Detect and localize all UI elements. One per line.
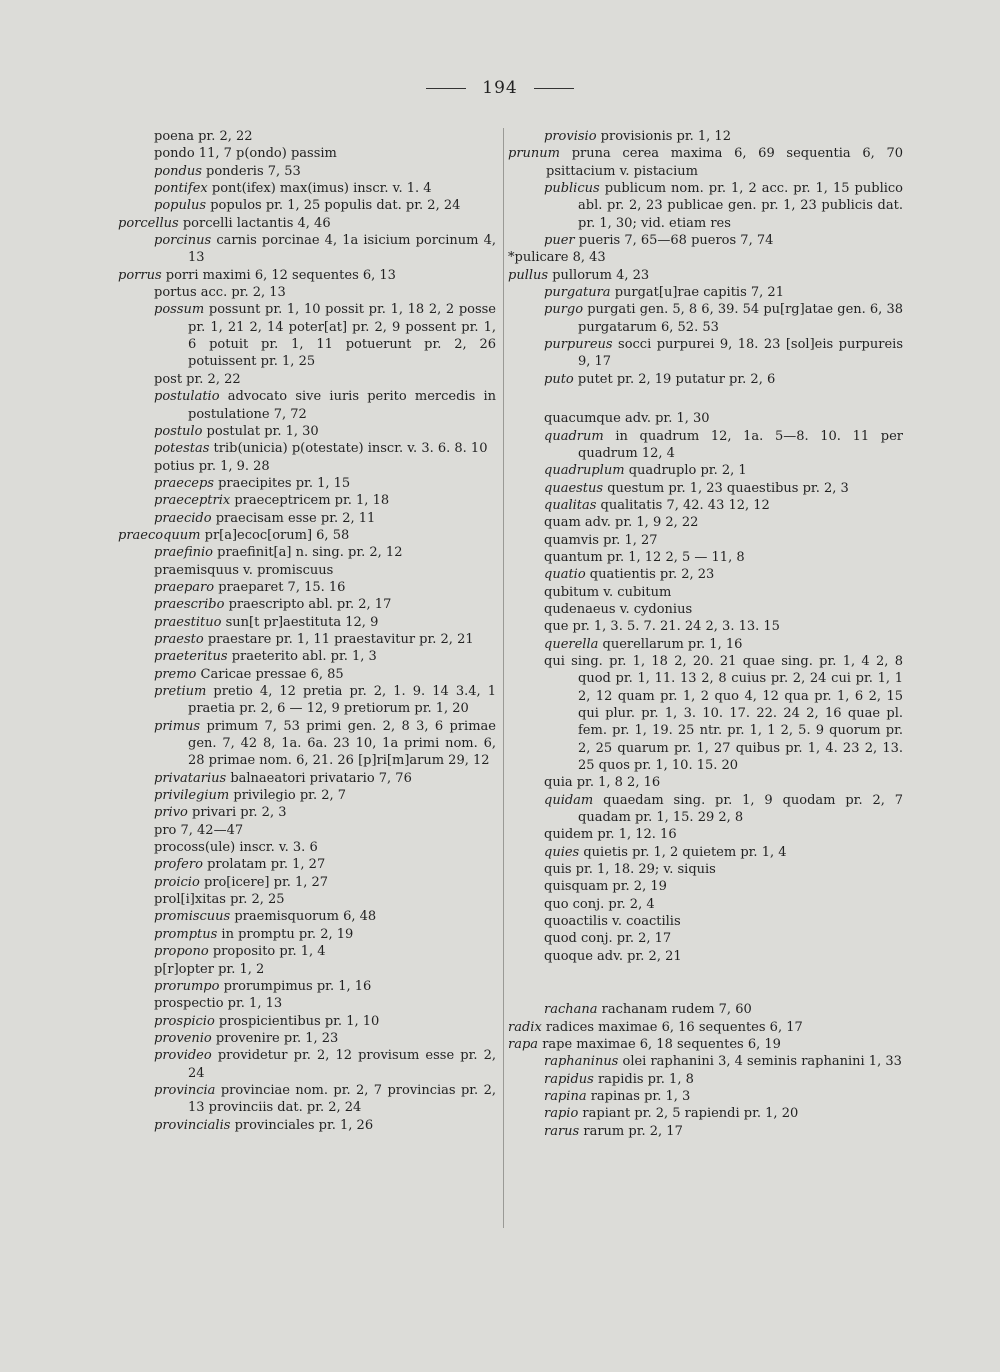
index-entry: [118, 163, 496, 180]
index-entry: [508, 462, 903, 479]
index-entry: [118, 267, 496, 284]
entry-text: privilegio pr. 2, 7: [233, 788, 347, 804]
index-entry: [508, 1088, 903, 1105]
index-entry: [508, 792, 903, 827]
entry-text: socci purpurei 9, 18. 23 [sol]eis purpureis 9, 17: [578, 337, 903, 370]
entry-lemma: potestas: [154, 441, 210, 457]
index-entry: [118, 579, 496, 596]
entry-text: quamvis pr. 1, 27: [544, 532, 658, 548]
index-entry: [118, 544, 496, 561]
index-entry: [508, 249, 903, 266]
index-entry: [118, 440, 496, 457]
index-entry: [118, 995, 496, 1012]
entry-text: praeterito abl. pr. 1, 3: [231, 649, 377, 665]
entry-text: sun[t pr]aestituta 12, 9: [225, 614, 379, 630]
index-entry: [118, 891, 496, 908]
index-entry: [508, 180, 903, 232]
entry-text: quoactilis v. coactilis: [544, 914, 681, 930]
index-entry: [508, 636, 903, 653]
entry-lemma: rapidus: [544, 1071, 594, 1087]
entry-text: praecisam esse pr. 2, 11: [215, 510, 376, 526]
index-column-left: [118, 128, 496, 1134]
entry-lemma: pondus: [154, 163, 202, 179]
entry-lemma: primus: [154, 718, 201, 734]
index-entry: [508, 618, 903, 635]
entry-text: post pr. 2, 22: [154, 371, 241, 387]
index-entry: [118, 284, 496, 301]
entry-lemma: praecoquum: [118, 527, 201, 543]
index-entry: [118, 301, 496, 370]
index-entry: [118, 943, 496, 960]
index-entry: [118, 145, 496, 162]
entry-lemma: rarus: [544, 1123, 580, 1139]
index-entry: [118, 839, 496, 856]
column-divider: [503, 128, 504, 1228]
index-entry: [118, 510, 496, 527]
index-entry: [118, 1117, 496, 1134]
index-entry: [118, 1030, 496, 1047]
index-entry: [508, 410, 903, 427]
entry-lemma: praefinio: [154, 545, 214, 561]
index-entry: [118, 666, 496, 683]
index-entry: [508, 584, 903, 601]
entry-lemma: purgo: [544, 302, 584, 318]
entry-lemma: purpureus: [544, 337, 613, 353]
entry-text: quoque adv. pr. 2, 21: [544, 948, 682, 964]
entry-lemma: proicio: [154, 874, 200, 890]
index-entry: [508, 428, 903, 463]
entry-text: trib(unicia) p(otestate) inscr. v. 3. 6. 8. 10: [213, 441, 488, 457]
entry-text: porri maximi 6, 12 sequentes 6, 13: [165, 267, 396, 283]
entry-lemma: promptus: [154, 926, 218, 942]
entry-text: praeceptricem pr. 1, 18: [234, 493, 390, 509]
index-entry: [508, 878, 903, 895]
entry-text: qualitatis 7, 42. 43 12, 12: [600, 497, 770, 513]
entry-lemma: praescribo: [154, 597, 225, 613]
entry-lemma: provenio: [154, 1030, 212, 1046]
entry-text: prorumpimus pr. 1, 16: [223, 978, 372, 994]
entry-text: privari pr. 2, 3: [192, 805, 287, 821]
entry-text: prol[i]xitas pr. 2, 25: [154, 892, 285, 908]
entry-lemma: quaestus: [544, 480, 604, 496]
index-entry: [118, 232, 496, 267]
entry-text: quisquam pr. 2, 19: [544, 879, 667, 895]
index-entry: [118, 926, 496, 943]
entry-text: pretio 4, 12 pretia pr. 2, 1. 9. 14 3.4, 1 praetia pr. 2, 6 — 12, 9 pretiorum pr. 1, 20: [188, 684, 497, 717]
entry-lemma: provideo: [154, 1048, 212, 1064]
index-entry: [508, 861, 903, 878]
entry-text: provinciae nom. pr. 2, 7 provincias pr. 2, 13 provinciis dat. pr. 2, 24: [188, 1082, 496, 1116]
entry-lemma: porcinus: [154, 233, 212, 249]
index-entry: [508, 549, 903, 566]
entry-text: postulat pr. 1, 30: [206, 423, 319, 439]
index-entry: [118, 874, 496, 891]
entry-lemma: privo: [154, 805, 188, 821]
entry-text: rapinas pr. 1, 3: [590, 1088, 691, 1104]
entry-lemma: puto: [544, 371, 574, 387]
header-rule-left: [426, 88, 466, 89]
entry-lemma: postulatio: [154, 389, 220, 405]
index-entry: [508, 267, 903, 284]
entry-lemma: qualitas: [544, 497, 597, 513]
entry-lemma: praeparo: [154, 579, 215, 595]
entry-lemma: quatio: [544, 567, 586, 583]
entry-lemma: prospicio: [154, 1013, 215, 1029]
index-entry: [508, 930, 903, 947]
index-entry: [508, 1001, 903, 1018]
entry-lemma: quadruplum: [544, 463, 625, 479]
entry-text: provinciales pr. 1, 26: [234, 1117, 374, 1133]
index-entry: [508, 653, 903, 774]
entry-text: quia pr. 1, 8 2, 16: [544, 775, 661, 791]
index-entry: [118, 180, 496, 197]
entry-text: procoss(ule) inscr. v. 3. 6: [154, 840, 318, 856]
entry-text: quacumque adv. pr. 1, 30: [544, 411, 710, 427]
entry-text: querellarum pr. 1, 16: [602, 636, 743, 652]
entry-text: prospicientibus pr. 1, 10: [218, 1013, 380, 1029]
index-entry: [508, 1019, 903, 1036]
entry-lemma: praeteritus: [154, 649, 228, 665]
entry-lemma: publicus: [544, 181, 600, 197]
index-entry: [508, 948, 903, 965]
header-rule-right: [534, 88, 574, 89]
page-number: 194: [482, 78, 518, 98]
entry-lemma: pontifex: [154, 181, 208, 197]
entry-text: rapidis pr. 1, 8: [597, 1071, 694, 1087]
entry-text: questum pr. 1, 23 quaestibus pr. 2, 3: [607, 480, 849, 496]
entry-text: prolatam pr. 1, 27: [207, 857, 326, 873]
index-entry: [508, 913, 903, 930]
entry-text: advocato sive iuris perito mercedis in postulatione 7, 72: [188, 389, 496, 422]
entry-lemma: praecido: [154, 510, 212, 526]
entry-lemma: rapa: [508, 1036, 539, 1052]
entry-lemma: radix: [508, 1019, 542, 1035]
section-gap: [508, 388, 903, 410]
index-entry: [508, 1105, 903, 1122]
index-entry: [508, 514, 903, 531]
index-entry: [508, 1036, 903, 1053]
entry-text: praemisquorum 6, 48: [234, 909, 377, 925]
entry-text: pruna cerea maxima 6, 69 sequentia 6, 70 psittacium v. pistacium: [546, 146, 903, 179]
entry-text: quam adv. pr. 1, 9 2, 22: [544, 515, 699, 531]
entry-lemma: premo: [154, 666, 197, 682]
entry-text: rachanam rudem 7, 60: [601, 1002, 752, 1018]
index-entry: [508, 480, 903, 497]
entry-text: purgati gen. 5, 8 6, 39. 54 pu[rg]atae gen. 6, 38 purgatarum 6, 52. 53: [578, 302, 903, 335]
index-entry: [508, 826, 903, 843]
entry-text: quaedam sing. pr. 1, 9 quodam pr. 2, 7 quadam pr. 1, 15. 29 2, 8: [578, 792, 903, 826]
entry-lemma: possum: [154, 302, 205, 318]
entry-lemma: porrus: [118, 267, 162, 283]
index-entry: [118, 458, 496, 475]
entry-text: p[r]opter pr. 1, 2: [154, 961, 265, 977]
index-entry: [508, 336, 903, 371]
entry-text: putet pr. 2, 19 putatur pr. 2, 6: [577, 371, 776, 387]
entry-text: quidem pr. 1, 12. 16: [544, 827, 677, 843]
entry-text: olei raphanini 3, 4 seminis raphanini 1, 33: [622, 1054, 902, 1070]
entry-lemma: quadrum: [544, 428, 604, 444]
entry-lemma: praestituo: [154, 614, 222, 630]
index-entry: [508, 601, 903, 618]
index-entry: [118, 683, 496, 718]
index-entry: [118, 423, 496, 440]
entry-text: pont(ifex) max(imus) inscr. v. 1. 4: [211, 181, 432, 197]
index-entry: [118, 596, 496, 613]
entry-text: que pr. 1, 3. 5. 7. 21. 24 2, 3. 13. 15: [544, 619, 780, 635]
entry-lemma: provincia: [154, 1082, 216, 1098]
index-entry: [118, 804, 496, 821]
entry-lemma: provisio: [544, 129, 597, 144]
index-entry: [118, 978, 496, 995]
index-entry: [508, 371, 903, 388]
entry-lemma: rapio: [544, 1106, 579, 1122]
entry-lemma: querella: [544, 636, 599, 652]
index-entry: [508, 566, 903, 583]
entry-text: pueris 7, 65—68 pueros 7, 74: [578, 233, 774, 249]
index-entry: [118, 908, 496, 925]
index-entry: [508, 774, 903, 791]
index-entry: [508, 128, 903, 145]
entry-text: *pulicare 8, 43: [508, 250, 606, 266]
entry-text: poena pr. 2, 22: [154, 129, 253, 144]
index-entry: [118, 856, 496, 873]
entry-lemma: privatarius: [154, 770, 227, 786]
entry-lemma: profero: [154, 857, 203, 873]
index-entry: [118, 631, 496, 648]
entry-text: portus acc. pr. 2, 13: [154, 285, 286, 301]
page-header: [0, 78, 1000, 98]
entry-lemma: raphaninus: [544, 1054, 619, 1070]
entry-lemma: purgatura: [544, 285, 611, 301]
entry-text: porcelli lactantis 4, 46: [182, 215, 331, 231]
index-entry: [118, 961, 496, 978]
entry-lemma: quies: [544, 844, 580, 860]
entry-lemma: rapina: [544, 1088, 587, 1104]
entry-text: pr[a]ecoc[orum] 6, 58: [204, 527, 350, 543]
index-entry: [508, 284, 903, 301]
entry-lemma: praeceps: [154, 475, 214, 491]
entry-lemma: puer: [544, 233, 575, 249]
entry-lemma: prunum: [508, 146, 560, 162]
entry-text: praescripto abl. pr. 2, 17: [228, 597, 392, 613]
index-entry: [508, 497, 903, 514]
entry-text: prospectio pr. 1, 13: [154, 996, 283, 1012]
entry-text: quis pr. 1, 18. 29; v. siquis: [544, 862, 716, 878]
entry-text: rape maximae 6, 18 sequentes 6, 19: [542, 1036, 781, 1052]
index-entry: [118, 527, 496, 544]
entry-text: purgat[u]rae capitis 7, 21: [614, 285, 784, 301]
entry-text: primum 7, 53 primi gen. 2, 8 3, 6 primae gen. 7, 42 8, 1a. 6a. 23 10, 1a primi nom. 6, 28 primae nom. 6, 21. 26 [p]ri[m]arum 29, 12: [188, 718, 496, 769]
entry-lemma: quidam: [544, 792, 594, 808]
entry-lemma: promiscuus: [154, 909, 231, 925]
entry-lemma: prorumpo: [154, 978, 220, 994]
entry-text: balnaeatori privatario 7, 76: [230, 770, 412, 786]
index-entry: [118, 648, 496, 665]
index-entry: [118, 197, 496, 214]
section-gap: [508, 965, 903, 1001]
entry-lemma: praesto: [154, 631, 204, 647]
entry-text: qubitum v. cubitum: [544, 584, 672, 600]
entry-text: praeparet 7, 15. 16: [218, 579, 346, 595]
entry-text: in quadrum 12, 1a. 5—8. 10. 11 per quadrum 12, 4: [578, 428, 903, 461]
entry-text: quietis pr. 1, 2 quietem pr. 1, 4: [583, 844, 787, 860]
index-entry: [118, 1047, 496, 1082]
entry-text: praestare pr. 1, 11 praestavitur pr. 2, 21: [207, 631, 474, 647]
entry-text: carnis porcinae 4, 1a isicium porcinum 4, 13: [188, 233, 497, 266]
index-entry: [508, 145, 903, 180]
index-entry: [508, 1123, 903, 1140]
index-entry: [118, 492, 496, 509]
index-entry: [118, 388, 496, 423]
entry-text: in promptu pr. 2, 19: [221, 926, 354, 942]
entry-text: quadruplo pr. 2, 1: [628, 463, 747, 479]
index-entry: [118, 822, 496, 839]
entry-text: Caricae pressae 6, 85: [200, 666, 344, 682]
entry-text: radices maximae 6, 16 sequentes 6, 17: [545, 1019, 803, 1035]
index-entry: [118, 770, 496, 787]
entry-lemma: porcellus: [118, 215, 179, 231]
index-entry: [118, 1013, 496, 1030]
entry-text: populos pr. 1, 25 populis dat. pr. 2, 24: [210, 198, 461, 214]
entry-text: qui sing. pr. 1, 18 2, 20. 21 quae sing. pr. 1, 4 2, 8 quod pr. 1, 11. 13 2, 8 cuius pr. 2, 24 cui pr. 1, 1 2, 12 quam pr. 1, 2 quo 4, 12 qua pr. 1, 6 2, 15 qui plur. pr. 1, 3. 10. 17. 22. 24 2, 16 quae pl. fem. pr. 1, 19. 25 ntr. pr. 1, 1 2, 5. 9 quorum pr. 2, 25 quarum pr. 1, 27 quibus pr. 1, 4. 23 2, 13. 25 quos pr. 1, 10. 15. 20: [544, 653, 903, 774]
index-entry: [508, 532, 903, 549]
entry-text: potius pr. 1, 9. 28: [154, 458, 270, 474]
index-column-right: [508, 128, 903, 1140]
entry-text: pro 7, 42—47: [154, 822, 244, 838]
entry-text: proposito pr. 1, 4: [212, 944, 326, 960]
entry-text: publicum nom. pr. 1, 2 acc. pr. 1, 15 publico abl. pr. 2, 23 publicae gen. pr. 1, 23 publicis dat. pr. 1, 30; vid. etiam res: [578, 181, 903, 231]
entry-lemma: provincialis: [154, 1117, 231, 1133]
entry-text: providetur pr. 2, 12 provisum esse pr. 2, 24: [188, 1048, 496, 1081]
entry-text: pullorum 4, 23: [552, 267, 650, 283]
entry-lemma: pullus: [508, 267, 549, 283]
entry-text: qudenaeus v. cydonius: [544, 601, 693, 617]
entry-text: quantum pr. 1, 12 2, 5 — 11, 8: [544, 549, 745, 565]
index-entry: [508, 1053, 903, 1070]
entry-text: pro[icere] pr. 1, 27: [203, 874, 329, 890]
entry-text: possunt pr. 1, 10 possit pr. 1, 18 2, 2 posse pr. 1, 21 2, 14 poter[at] pr. 2, 9 possent pr. 1, 6 potuit pr. 1, 11 potuerunt pr. 2, 26 potuissent pr. 1, 25: [188, 302, 497, 370]
entry-lemma: propono: [154, 944, 209, 960]
entry-text: praecipites pr. 1, 15: [218, 475, 351, 491]
entry-text: praemisquus v. promiscuus: [154, 562, 334, 578]
entry-lemma: praeceptrix: [154, 493, 231, 509]
index-entry: [118, 475, 496, 492]
entry-text: rapiant pr. 2, 5 rapiendi pr. 1, 20: [582, 1106, 799, 1122]
entry-text: quo conj. pr. 2, 4: [544, 896, 655, 912]
index-entry: [118, 614, 496, 631]
index-entry: [508, 232, 903, 249]
entry-lemma: postulo: [154, 423, 203, 439]
entry-text: pondo 11, 7 p(ondo) passim: [154, 146, 337, 162]
index-entry: [118, 215, 496, 232]
index-entry: [508, 1071, 903, 1088]
index-entry: [118, 371, 496, 388]
index-entry: [118, 562, 496, 579]
entry-lemma: populus: [154, 198, 207, 214]
index-entry: [118, 787, 496, 804]
entry-text: ponderis 7, 53: [206, 163, 301, 179]
entry-text: quatientis pr. 2, 23: [589, 567, 715, 583]
entry-text: quod conj. pr. 2, 17: [544, 931, 672, 947]
index-entry: [508, 301, 903, 336]
entry-lemma: pretium: [154, 684, 207, 699]
entry-text: praefinit[a] n. sing. pr. 2, 12: [217, 545, 403, 561]
entry-lemma: privilegium: [154, 788, 230, 804]
index-entry: [118, 718, 496, 770]
entry-text: provenire pr. 1, 23: [215, 1030, 339, 1046]
entry-lemma: rachana: [544, 1002, 598, 1018]
entry-text: provisionis pr. 1, 12: [600, 129, 731, 144]
index-entry: [508, 844, 903, 861]
index-entry: [118, 128, 496, 145]
index-entry: [508, 896, 903, 913]
index-entry: [118, 1082, 496, 1117]
entry-text: rarum pr. 2, 17: [583, 1123, 683, 1139]
